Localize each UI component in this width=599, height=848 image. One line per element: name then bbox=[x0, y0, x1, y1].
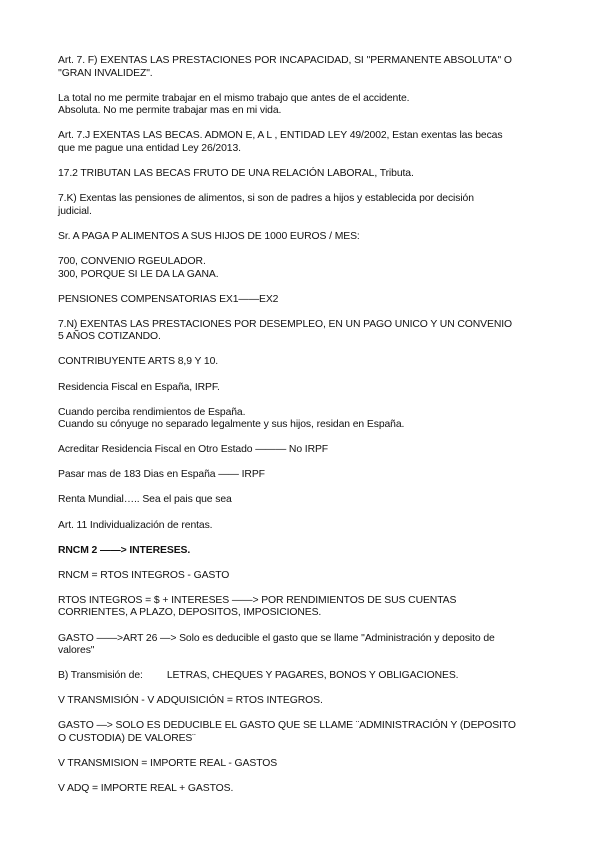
paragraph-line: judicial. bbox=[58, 205, 92, 217]
paragraph-line: Art. 7.J EXENTAS LAS BECAS. ADMON E, A L , ENTIDAD LEY 49/2002, Estan exentas las becas bbox=[58, 130, 503, 142]
paragraph-line: RNCM = RTOS INTEGROS - GASTO bbox=[58, 569, 230, 581]
paragraph-line bbox=[58, 670, 548, 683]
paragraph-line: Absoluta. No me permite trabajar mas en mi vida. bbox=[58, 105, 282, 117]
document-paragraph bbox=[58, 545, 548, 558]
paragraph-text: LETRAS, CHEQUES Y PAGARES, BONOS Y OBLIGACIONES. bbox=[166, 670, 459, 682]
paragraph-line: Residencia Fiscal en España, IRPF. bbox=[58, 381, 220, 393]
paragraph-line: V TRANSMISIÓN - V ADQUISICIÓN = RTOS INTEGROS. bbox=[58, 695, 323, 707]
document-paragraph bbox=[58, 130, 548, 155]
document-paragraph bbox=[58, 494, 548, 507]
document-paragraph bbox=[58, 231, 548, 244]
paragraph-line: Pasar mas de 183 Dias en España —— IRPF bbox=[58, 469, 265, 481]
document-paragraph bbox=[58, 407, 548, 432]
paragraph-line: PENSIONES COMPENSATORIAS EX1——EX2 bbox=[58, 293, 279, 305]
paragraph-line: Cuando perciba rendimientos de España. bbox=[58, 406, 246, 418]
document-paragraph bbox=[58, 382, 548, 395]
document-paragraph bbox=[58, 256, 548, 281]
paragraph-line: 17.2 TRIBUTAN LAS BECAS FRUTO DE UNA RELACIÓN LABORAL, Tributa. bbox=[58, 168, 414, 180]
paragraph-line: Cuando su cónyuge no separado legalmente y sus hijos, residan en España. bbox=[58, 419, 405, 431]
document-paragraph bbox=[58, 168, 548, 181]
paragraph-line: RTOS INTEGROS = $ + INTERESES ——> POR RENDIMIENTOS DE SUS CUENTAS bbox=[58, 594, 457, 606]
document-paragraph bbox=[58, 670, 548, 683]
document-paragraph bbox=[58, 469, 548, 482]
document-paragraph bbox=[58, 93, 548, 118]
document-page bbox=[58, 55, 548, 808]
paragraph-line: CONTRIBUYENTE ARTS 8,9 Y 10. bbox=[58, 356, 219, 368]
document-paragraph bbox=[58, 520, 548, 533]
paragraph-line: que me pague una entidad Ley 26/2013. bbox=[58, 142, 241, 154]
paragraph-line: 5 AÑOS COTIZANDO. bbox=[58, 331, 161, 343]
paragraph-line: Renta Mundial….. Sea el pais que sea bbox=[58, 494, 232, 506]
document-paragraph bbox=[58, 695, 548, 708]
paragraph-line: 7.N) EXENTAS LAS PRESTACIONES POR DESEMPLEO, EN UN PAGO UNICO Y UN CONVENIO bbox=[58, 318, 513, 330]
paragraph-line: GASTO —> SOLO ES DEDUCIBLE EL GASTO QUE SE LLAME ¨ADMINISTRACIÓN Y (DEPOSITO bbox=[58, 720, 516, 732]
paragraph-line: Art. 7. F) EXENTAS LAS PRESTACIONES POR INCAPACIDAD, SI ''PERMANENTE ABSOLUTA" O bbox=[58, 55, 512, 66]
paragraph-line: ''GRAN INVALIDEZ". bbox=[58, 67, 153, 79]
paragraph-line: 700, CONVENIO RGEULADOR. bbox=[58, 255, 206, 267]
paragraph-line: GASTO ——>ART 26 —> Solo es deducible el gasto que se llame "Administración y deposito de bbox=[58, 632, 495, 644]
paragraph-line: V ADQ = IMPORTE REAL + GASTOS. bbox=[58, 783, 234, 795]
paragraph-line: V TRANSMISION = IMPORTE REAL - GASTOS bbox=[58, 758, 278, 770]
paragraph-line: Sr. A PAGA P ALIMENTOS A SUS HIJOS DE 1000 EUROS / MES: bbox=[58, 230, 360, 242]
paragraph-line: Acreditar Residencia Fiscal en Otro Estado ——— No IRPF bbox=[58, 444, 329, 456]
paragraph-line: valores" bbox=[58, 645, 95, 657]
document-paragraph bbox=[58, 595, 548, 620]
paragraph-line: CORRIENTES, A PLAZO, DEPOSITOS, IMPOSICIONES. bbox=[58, 607, 322, 619]
document-paragraph bbox=[58, 55, 548, 80]
paragraph-line: RNCM 2 ——> INTERESES. bbox=[58, 544, 191, 556]
paragraph-line: Art. 11 Individualización de rentas. bbox=[58, 519, 213, 531]
document-paragraph bbox=[58, 444, 548, 457]
document-paragraph bbox=[58, 720, 548, 745]
paragraph-line: 7.K) Exentas las pensiones de alimentos, si son de padres a hijos y establecida por decisión bbox=[58, 193, 474, 205]
document-paragraph bbox=[58, 633, 548, 658]
document-paragraph bbox=[58, 758, 548, 771]
paragraph-label: B) Transmisión de: bbox=[58, 670, 143, 682]
document-paragraph bbox=[58, 193, 548, 218]
document-paragraph bbox=[58, 783, 548, 796]
document-paragraph bbox=[58, 294, 548, 307]
paragraph-line: 300, PORQUE SI LE DA LA GANA. bbox=[58, 268, 219, 280]
document-paragraph bbox=[58, 570, 548, 583]
document-paragraph bbox=[58, 356, 548, 369]
paragraph-line: La total no me permite trabajar en el mismo trabajo que antes de el accidente. bbox=[58, 92, 410, 104]
paragraph-line: O CUSTODIA) DE VALORES¨ bbox=[58, 733, 196, 744]
document-paragraph bbox=[58, 319, 548, 344]
